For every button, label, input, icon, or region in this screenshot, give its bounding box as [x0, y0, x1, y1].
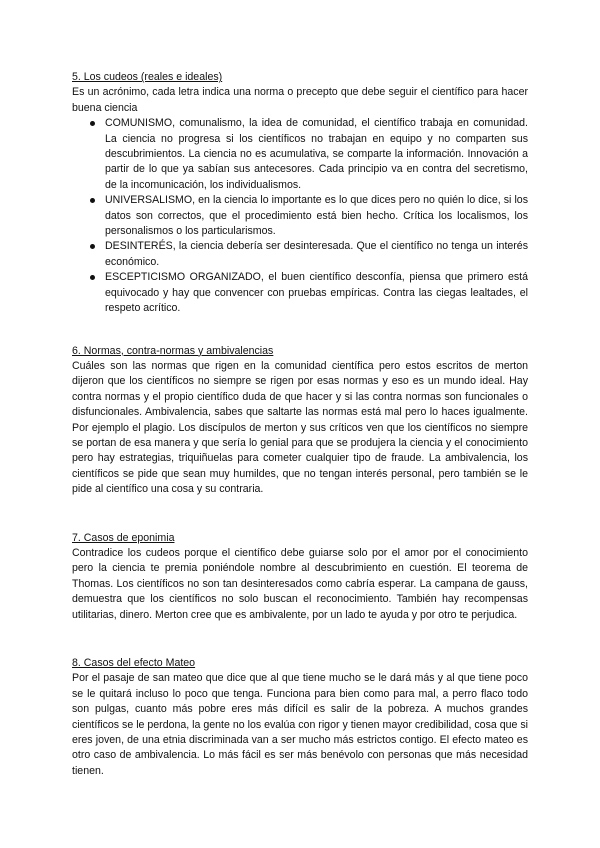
section-spacer	[72, 498, 528, 531]
section-spacer	[72, 317, 528, 344]
section-body: Contradice los cudeos porque el científico debe guiarse solo por el amor por el conocimiento pero la ciencia te premia poniéndole nombre al descubrimiento en cuestión. El teorema de Thomas. Los científicos no son tan desinteresados como cabría esperar. La campana de gauss, demuestra que los científicos no solo buscan el reconocimiento. También hay recompensas utilitarias, dinero. Merton cree que es ambivalente, por un lado te ayuda y por otro te perjudica.	[72, 546, 528, 621]
list-item-text: UNIVERSALISMO, en la ciencia lo importante es lo que dices pero no quién lo dice, si los datos son correctos, que el procedimiento está bien hecho. Crítica los localismos, los personalismos o los particularismos.	[105, 194, 528, 238]
list-item-text: DESINTERÉS, la ciencia debería ser desinteresada. Que el científico no tenga un interés económico.	[105, 240, 528, 268]
list-item	[72, 239, 528, 270]
list-item-text: COMUNISMO, comunalismo, la idea de comunidad, el científico trabaja en comunidad. La ciencia no progresa si los científicos no trabajan en equipo y no comparten sus descubrimientos. La ciencia no es acumulativa, se comparte la información. Innovación a partir de lo que ya sabían sus antecesores. Cada principio va en contra del secretismo, de la incomunicación, los individualismos.	[105, 117, 528, 191]
section-body: Por el pasaje de san mateo que dice que al que tiene mucho se le dará más y al que tiene poco se le quitará incluso lo poco que tenga. Funciona para bien como para mal, a perro flaco todo son pulgas, cuanto más pobre eres más difícil es salir de la pobreza. A muchos grandes científicos se le perdona, la gente no los evalúa con rigor y tienen mayor credibilidad, cosa que si eres joven, de una etnia discriminada van a ser mucho más estrictos contigo. El efecto mateo es otro caso de ambivalencia. Lo más fácil es ser más benévolo con personas que más necesidad tienen.	[72, 672, 528, 777]
section-heading: 6. Normas, contra-normas y ambivalencias	[72, 344, 274, 357]
list-item-text: ESCEPTICISMO ORGANIZADO, el buen científico desconfía, piensa que primero está equivocado y hay que convencer con pruebas empíricas. Contra las ciegas lealtades, el respeto acrítico.	[105, 271, 528, 315]
section-cudeos	[72, 70, 528, 317]
list-item	[72, 193, 528, 239]
section-eponimia	[72, 531, 528, 623]
document-page	[72, 70, 528, 779]
section-normas	[72, 344, 528, 498]
list-item	[72, 270, 528, 316]
section-spacer	[72, 623, 528, 656]
section-efecto-mateo	[72, 656, 528, 779]
bullet-icon	[90, 275, 95, 280]
section-intro: Es un acrónimo, cada letra indica una norma o precepto que debe seguir el científico para hacer buena ciencia	[72, 86, 528, 114]
section-body: Cuáles son las normas que rigen en la comunidad científica pero estos escritos de merton dijeron que los científicos no siempre se rigen por esas normas y eso es un mundo ideal. Hay contra normas y el propio científico duda de que hacer y si las contra normas son funcionales o disfuncionales. Ambivalencia, sabes que saltarte las normas está mal pero lo haces igualmente. Por ejemplo el plagio. Los discípulos de merton y sus críticos ven que los científicos no siempre se portan de esa manera y que sería lo genial para que se produjera la ciencia y el conocimiento pero hay estrategias, triquiñuelas para cometer cualquier tipo de fraude. La ambivalencia, los científicos se pide que sean muy humildes, que no tengan interés personal, pero también se le pide al científico una cosa y su contraria.	[72, 359, 528, 496]
list-item	[72, 116, 528, 193]
bullet-icon	[90, 244, 95, 249]
section-heading: 5. Los cudeos (reales e ideales)	[72, 71, 223, 83]
bullet-icon	[90, 121, 95, 126]
bullet-icon	[90, 198, 95, 203]
bullet-list	[72, 116, 528, 316]
section-heading: 8. Casos del efecto Mateo	[72, 657, 196, 669]
section-heading: 7. Casos de eponimia	[72, 531, 175, 544]
